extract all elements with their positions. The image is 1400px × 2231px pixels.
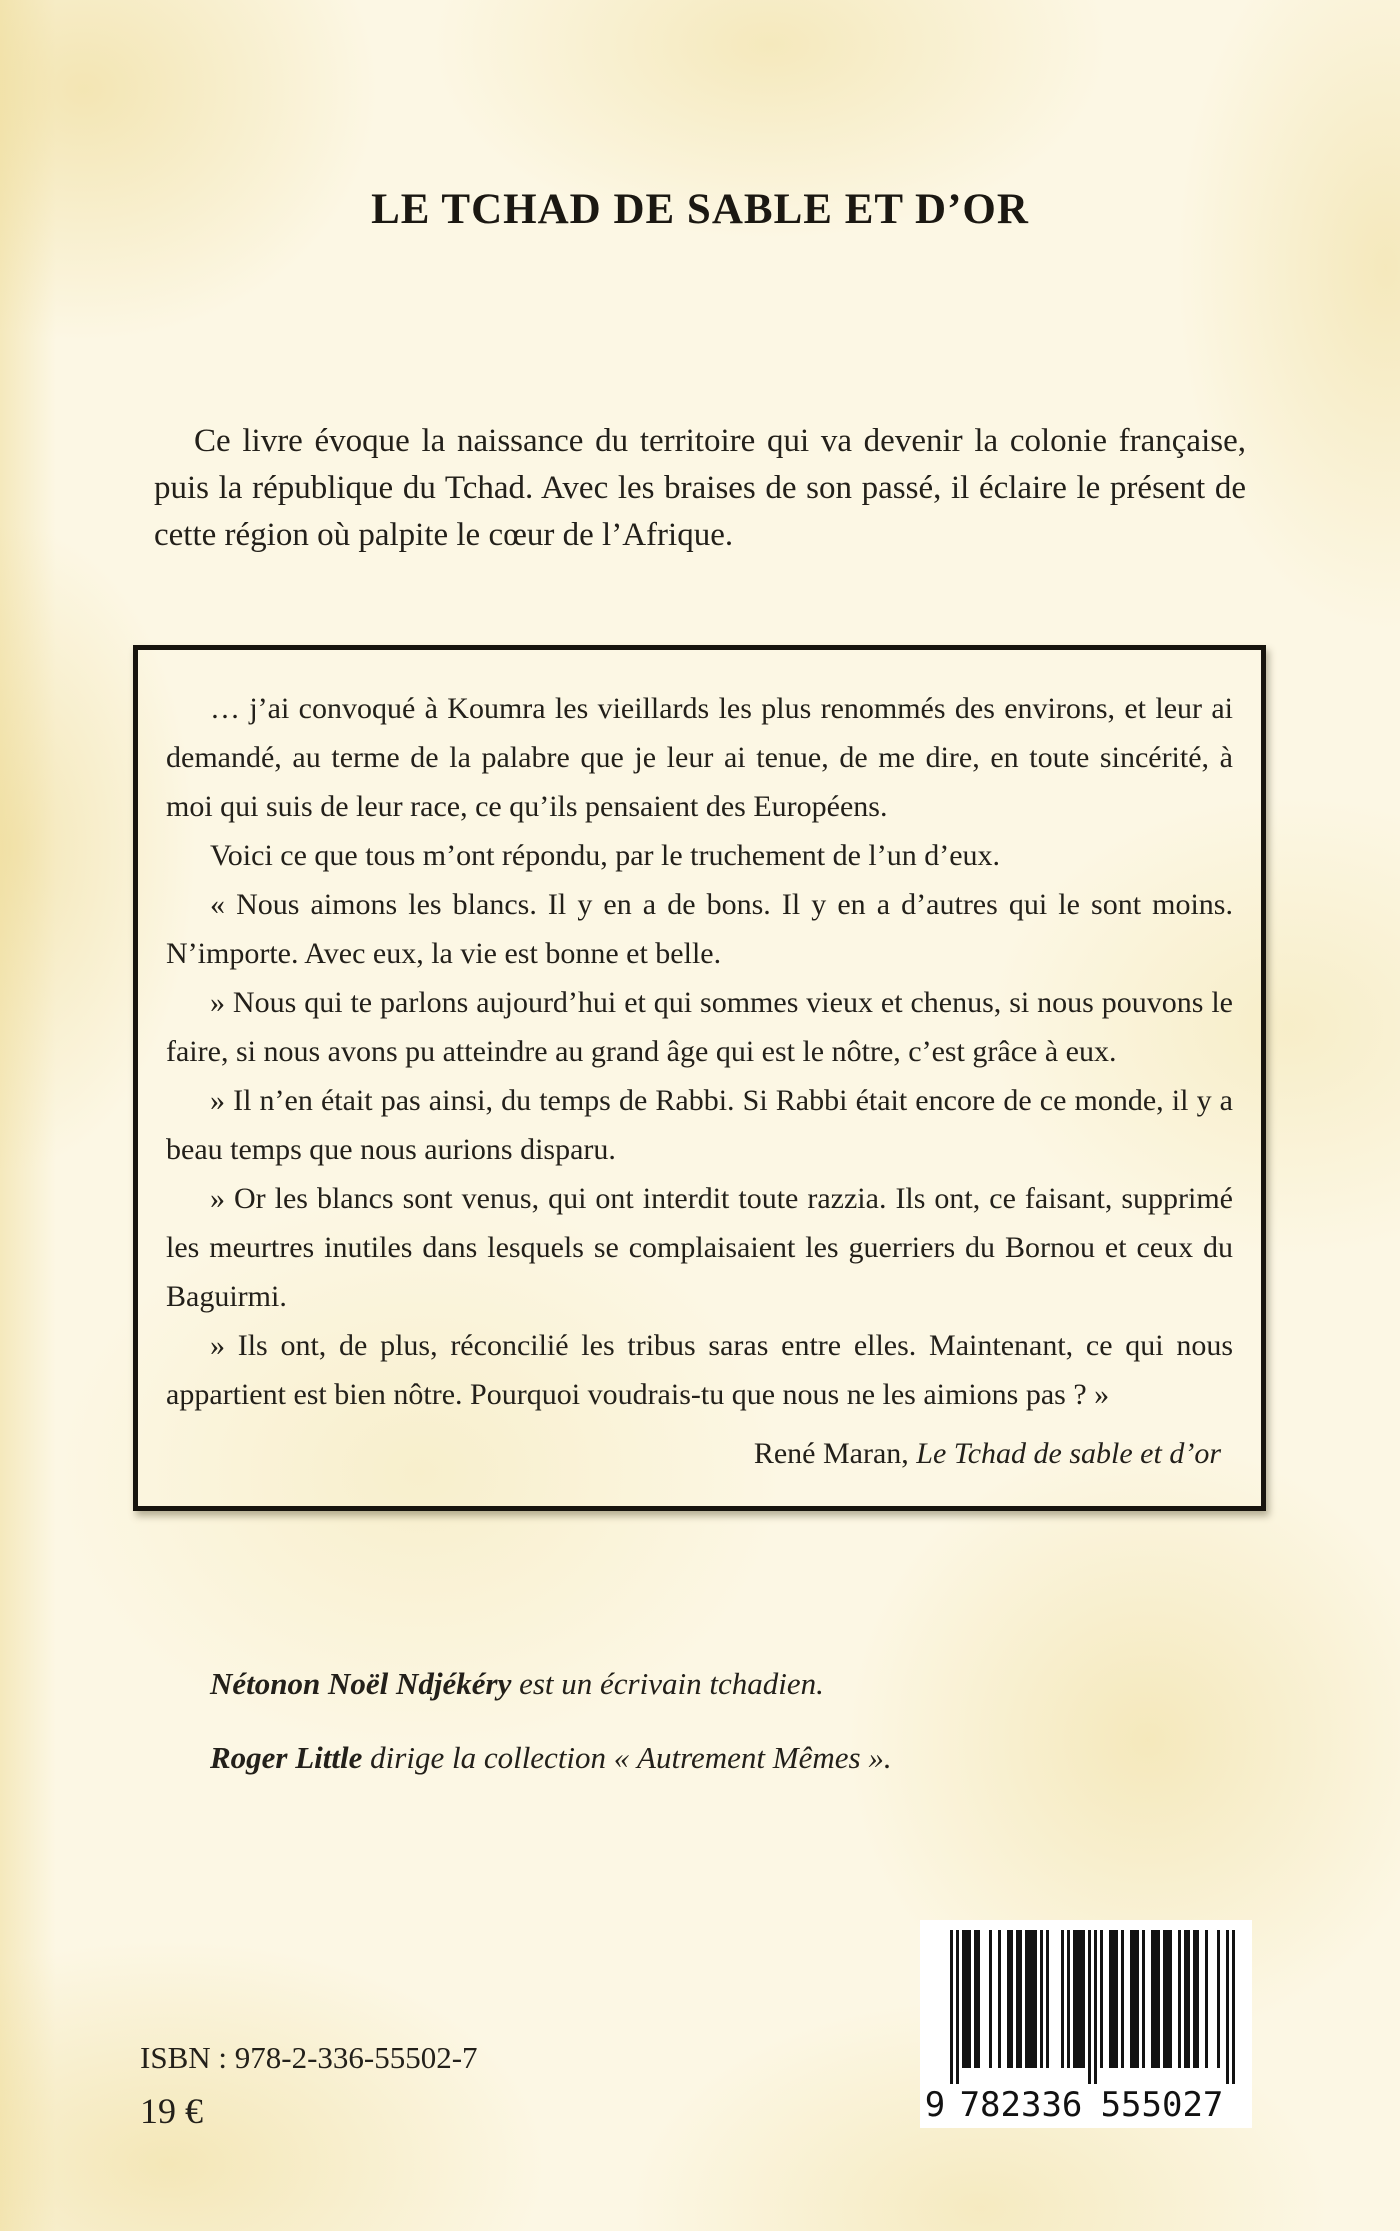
author-name: Nétonon Noël Ndjékéry [210,1666,512,1701]
author-note-line [210,1736,1260,1780]
quote-paragraph: » Il n’en était pas ainsi, du temps de Rabbi. Si Rabbi était encore de ce monde, il y a beau temps que nous aurions disparu. [166,1084,1233,1166]
quote-paragraph: » Nous qui te parlons aujourd’hui et qui sommes vieux et chenus, si nous pouvons le faire, si nous avons pu atteindre au grand âge qui est le nôtre, c’est grâce à eux. [166,986,1233,1068]
quote-attribution [166,1429,1233,1478]
isbn-text: ISBN : 978-2-336-55502-7 [140,2040,478,2075]
book-title: LE TCHAD DE SABLE ET D’OR [371,186,1029,233]
svg-text:9: 9 [924,2085,945,2124]
attribution-author: René Maran, [753,1437,909,1470]
author-note-text: est un écrivain tchadien. [519,1666,824,1701]
series-note-text: dirige la collection « Autrement Mêmes ». [370,1740,892,1775]
author-note-line [210,1662,1260,1706]
intro-paragraph: Ce livre évoque la naissance du territoire qui va devenir la colonie française, puis la république du Tchad. Avec les braises de son passé, il éclaire le présent de cette région où palpite le cœur de l’Afrique. [154,423,1246,553]
attribution-work-title: Le Tchad de sable et d’or [916,1437,1221,1470]
svg-text:782336: 782336 [959,2085,1082,2124]
svg-text:555027: 555027 [1100,2085,1223,2124]
quote-paragraph: « Nous aimons les blancs. Il y en a de bons. Il y en a d’autres qui le sont moins. N’importe. Avec eux, la vie est bonne et belle. [166,888,1233,970]
price-text: 19 € [140,2091,203,2131]
quote-paragraph: … j’ai convoqué à Koumra les vieillards les plus renommés des environs, et leur ai demandé, au terme de la palabre que je leur ai tenue, de me dire, en toute sincérité, à moi qui suis de leur race, ce qu’ils pensaient des Européens. [166,692,1233,823]
quote-paragraph: » Ils ont, de plus, réconcilié les tribus saras entre elles. Maintenant, ce qui nous appartient est bien nôtre. Pourquoi voudrais-tu que nous ne les aimions pas ? » [166,1329,1233,1411]
quote-paragraph: Voici ce que tous m’ont répondu, par le truchement de l’un d’eux. [210,839,1001,872]
ean13-barcode [920,1920,1252,2128]
author-notes [210,1662,1260,1810]
quote-paragraph: » Or les blancs sont venus, qui ont interdit toute razzia. Ils ont, ce faisant, supprimé les meurtres inutiles dans lesquels se complaisaient les guerriers du Bornou et ceux du Baguirmi. [166,1182,1233,1313]
isbn-price-block [140,2040,478,2132]
quote-box [133,645,1266,1511]
series-editor-name: Roger Little [210,1740,363,1775]
